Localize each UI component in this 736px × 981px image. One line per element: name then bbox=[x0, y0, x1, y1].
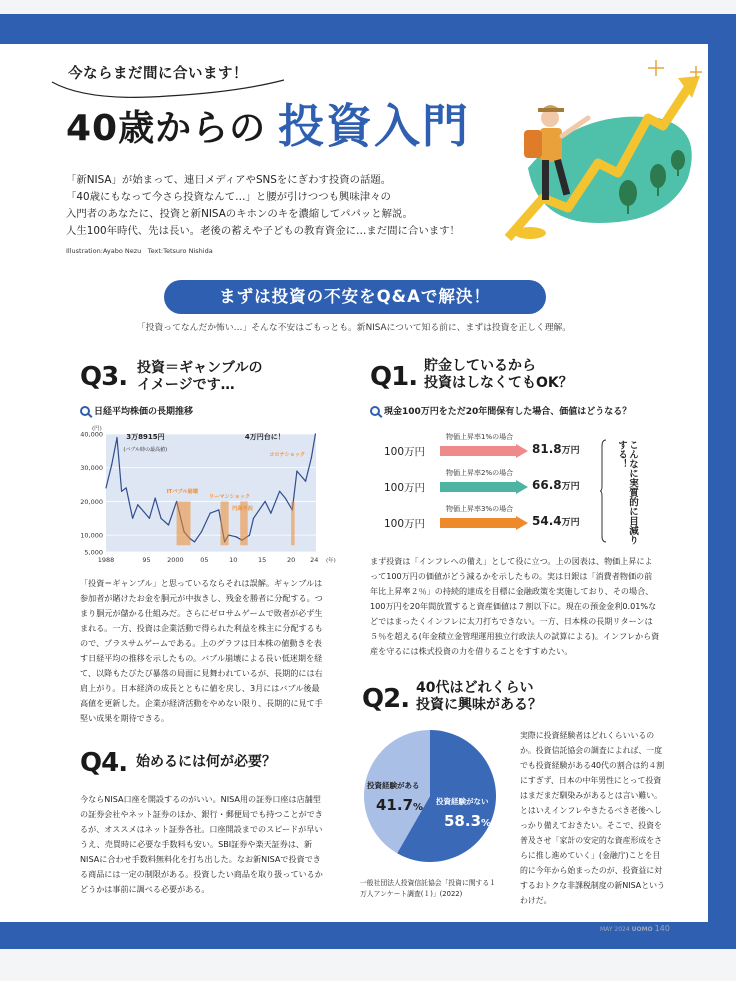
magnifier-icon bbox=[370, 406, 380, 416]
x-tick-label: 10 bbox=[229, 556, 238, 564]
q2-title-line: 投資に興味がある？ bbox=[416, 697, 542, 713]
y-tick-label: 20,000 bbox=[80, 497, 103, 506]
bottom-margin bbox=[0, 949, 736, 981]
data-point bbox=[168, 524, 169, 525]
q3-number: Q3. bbox=[80, 362, 128, 392]
q2-title bbox=[416, 680, 542, 714]
top-blue-band bbox=[0, 14, 736, 44]
qa-subtitle: 「投資ってなんだか怖い…」そんな不安はごもっとも。新NISAについて知る前に、まずは投資を正しく理解。 bbox=[136, 323, 572, 333]
data-point bbox=[201, 531, 202, 532]
start-amount: 100万円 bbox=[384, 518, 426, 530]
footer-page: 140 bbox=[654, 924, 670, 933]
right-blue-band bbox=[708, 14, 736, 949]
x-tick-label: 95 bbox=[142, 556, 151, 564]
data-point bbox=[279, 491, 280, 492]
y-tick-label: 5,000 bbox=[84, 548, 103, 557]
data-point bbox=[236, 536, 237, 537]
arrow-shape bbox=[440, 516, 528, 530]
hiker-illustration bbox=[488, 48, 708, 248]
tagline: 今ならまだ間に合います！ bbox=[68, 66, 248, 82]
start-amount: 100万円 bbox=[384, 482, 426, 494]
q3-title-line: 投資＝ギャンブルの bbox=[137, 360, 263, 376]
y-axis-unit: (円) bbox=[92, 426, 102, 432]
x-tick-label: 20 bbox=[286, 556, 296, 564]
data-point bbox=[143, 511, 144, 512]
data-point bbox=[121, 491, 122, 492]
start-amount: 100万円 bbox=[384, 446, 426, 458]
data-point bbox=[126, 487, 127, 488]
x-tick-label: 05 bbox=[200, 556, 209, 564]
data-point bbox=[264, 501, 265, 502]
intro-text bbox=[66, 172, 506, 240]
q1-number: Q1. bbox=[370, 362, 418, 392]
end-amount-unit: 万円 bbox=[561, 482, 580, 492]
x-tick-label: 1988 bbox=[97, 556, 115, 564]
pie-value-b: 58.3 bbox=[444, 812, 482, 830]
crash-highlight bbox=[177, 501, 191, 545]
data-point bbox=[105, 487, 106, 488]
annotation-yen: 円高不況 bbox=[232, 505, 253, 512]
data-point bbox=[155, 497, 156, 498]
data-point bbox=[116, 437, 117, 438]
pie-value-inexperienced bbox=[444, 812, 491, 830]
data-point bbox=[210, 513, 211, 514]
data-point bbox=[270, 513, 271, 514]
q3-caption bbox=[80, 404, 193, 417]
data-point bbox=[111, 464, 112, 465]
q2-title-line: 40代はどれくらい bbox=[416, 680, 534, 696]
end-amount bbox=[532, 514, 580, 528]
annotation-covid: コロナショック bbox=[269, 451, 306, 458]
footer-issue: MAY 2024 bbox=[600, 926, 630, 933]
pie-value-experienced bbox=[376, 796, 423, 814]
page-title-accent: 投資入門 bbox=[278, 99, 470, 153]
x-axis-unit: (年) bbox=[326, 558, 336, 564]
arrow-bar bbox=[440, 480, 528, 494]
data-point bbox=[296, 470, 297, 471]
y-tick-label: 10,000 bbox=[80, 531, 103, 540]
data-point bbox=[311, 457, 312, 458]
annotation-lehman: リーマンショック bbox=[208, 494, 251, 501]
nikkei-line-chart bbox=[76, 420, 336, 570]
data-point bbox=[149, 518, 150, 519]
data-point bbox=[218, 509, 219, 510]
q1-caption-text: 現金100万円をただ20年間保有した場合、価値はどうなる？ bbox=[384, 407, 632, 417]
side-note: こんなに実質的に目減りする！ bbox=[616, 440, 638, 545]
annotation-40k: 4万円台に！ bbox=[244, 433, 285, 442]
pct-sign: % bbox=[413, 802, 424, 813]
top-margin bbox=[0, 0, 736, 14]
arrow-shape bbox=[440, 444, 528, 458]
page-title-main: 40歳からの bbox=[66, 108, 267, 149]
q4-body: 今ならNISA口座を開設するのがいい。NISA用の証券口座は店舗型の証券会社やネット証券のほか、銀行・郵便局でも持つことができるが、オススメはネット証券各社。口座開設までのスピードが早いうえ、売買時に必要な手数料も安い。SBI証券や楽天証券は、新NISAに合わせ手数料無料化を打ち出した。なお新NISAで投資できる商品には一定の制限がある。投資したい商品を取り扱っているかどうかは事前に調べる必要がある。 bbox=[80, 794, 323, 894]
annotation-it-bubble: ITバブル崩壊 bbox=[166, 489, 198, 495]
intro-line: 「40歳にもなって今さら投資なんて…」と腰が引けつつも興味津々の bbox=[66, 191, 391, 203]
end-amount bbox=[532, 442, 580, 456]
y-tick-label: 30,000 bbox=[80, 464, 103, 473]
x-tick-label: 24 bbox=[310, 556, 319, 564]
pie-source: 一般社団法人投資信託協会「投資に関する１万人アンケート調査(１)」(2022) bbox=[360, 879, 496, 898]
end-amount-unit: 万円 bbox=[561, 518, 580, 528]
data-point bbox=[160, 518, 161, 519]
pct-sign: % bbox=[481, 818, 492, 829]
scenario-label: 物価上昇率1%の場合 bbox=[446, 433, 514, 441]
intro-line: 「新NISA」が始まって、連日メディアやSNSをにぎわす投資の話題。 bbox=[66, 174, 392, 186]
data-point bbox=[194, 541, 195, 542]
q4-number: Q4. bbox=[80, 748, 128, 778]
end-amount-unit: 万円 bbox=[561, 446, 580, 456]
data-point bbox=[285, 497, 286, 498]
annotation-peak-note: (バブル時の最高値) bbox=[123, 446, 168, 453]
data-point bbox=[249, 535, 250, 536]
intro-line: 入門者のあなたに、投資と新NISAのキホンのキを濃縮してパパッと解説。 bbox=[66, 208, 413, 220]
end-amount-value: 66.8 bbox=[532, 478, 562, 492]
qa-banner: まずは投資の不安をQ&Aで解決！ bbox=[164, 280, 546, 314]
annotation-peak: 3万8915円 bbox=[126, 433, 165, 442]
credits: Illustration:Ayabo Nezu Text:Tetsuro Nishida bbox=[66, 247, 213, 255]
pie-label-experienced: 投資経験がある bbox=[367, 781, 420, 790]
footer-brand: UOMO bbox=[631, 926, 653, 933]
end-amount-value: 54.4 bbox=[532, 514, 562, 528]
q4-title: 始めるには何が必要？ bbox=[136, 754, 276, 770]
arrow-bar bbox=[440, 516, 528, 530]
data-point bbox=[132, 518, 133, 519]
q1-body: まず投資は「インフレへの備え」として役に立つ。上の図表は、物価上昇によって100万円の価値がどう減るかを示したもの。実は日銀は「消費者物価の前年比上昇率２％」の持続的達成を目標に金融政策を実施しており、その場合、100万円を20年間放置すると資産価値は７割以下に。現在の預金金利0.01%などではまったくインフレに太刀打ちできない。一方、日本株の長期リターンは５％を超える(年金積立金管理運用独立行政法人の試算による)。インフレから資産を守るには株式投資の力を借りることをすすめたい。 bbox=[370, 556, 660, 656]
q3-caption-text: 日経平均株価の長期推移 bbox=[94, 407, 194, 417]
footer-folio bbox=[600, 924, 670, 933]
y-tick-label: 40,000 bbox=[80, 430, 103, 439]
data-point bbox=[137, 504, 138, 505]
arrow-shape bbox=[440, 480, 528, 494]
data-point bbox=[305, 481, 306, 482]
data-point bbox=[315, 433, 316, 434]
q2-body: 実際に投資経験者はどれくらいいるのか。投資信託協会の調査によれば、一度でも投資経験がある40代の割合は約４割にすぎず、日本の中年男性にとって投資はまだまだ馴染みがあるとは言い難い。とはいえインフレやきたるべき老後へしっかり備えておきたい。そこで、投資を普及させ「家計の安定的な資産形成をさらに推し進めていく」(金融庁)ことを目的に今年から始まったのが、投資益に対するおトクな非課税制度の新NISAというわけだ。 bbox=[520, 731, 665, 905]
data-point bbox=[253, 518, 254, 519]
q1-title-line: 投資はしなくてもOK？ bbox=[424, 375, 573, 391]
crash-highlight bbox=[221, 501, 229, 545]
scenario-label: 物価上昇率2%の場合 bbox=[446, 469, 514, 477]
pie-label-inexperienced: 投資経験がない bbox=[436, 797, 489, 806]
sparkle-icon bbox=[648, 60, 702, 78]
pie-value-a: 41.7 bbox=[376, 796, 414, 814]
q2-number: Q2. bbox=[362, 684, 410, 714]
q3-title bbox=[137, 360, 262, 394]
end-amount-value: 81.8 bbox=[532, 442, 562, 456]
q1-caption bbox=[370, 404, 631, 417]
magnifier-icon bbox=[80, 406, 90, 416]
intro-line: 人生100年時代、先は長い。老後の蓄えや子どもの教育資金に…まだ間に合います！ bbox=[66, 225, 460, 237]
x-tick-label: 15 bbox=[258, 556, 267, 564]
arrow-bar bbox=[440, 444, 528, 458]
q1-title-line: 貯金しているから bbox=[424, 358, 536, 374]
q1-title bbox=[424, 358, 573, 392]
q3-title-line: イメージです… bbox=[137, 377, 235, 393]
crash-highlight bbox=[291, 501, 294, 545]
scenario-label: 物価上昇率3%の場合 bbox=[446, 505, 514, 513]
end-amount bbox=[532, 478, 580, 492]
q3-body: 「投資＝ギャンブル」と思っているならそれは誤解。ギャンブルは参加者が賭けたお金を胴元が中抜きし、残金を勝者に分配する。つまり胴元が儲かる仕組みだ。さらにゼロサムゲームで敗者が必ず生まれる。一方、投資は企業活動で得られた利益を株主に分配するもので、プラスサムゲームである。上のグラフは日本株の値動きを表す日経平均の推移を示したもの。バブル崩壊による長い低迷期を経て、以降もたびたび暴落の局面に見舞われているが、長期的には右肩上がり。日本経済の成長とともに値を戻し、3月にはバブル後最高値を更新した。企業が経済活動をやめない限り、長期的に見て手堅い成果を期待できる。 bbox=[80, 578, 323, 723]
x-tick-label: 2000 bbox=[167, 556, 184, 564]
